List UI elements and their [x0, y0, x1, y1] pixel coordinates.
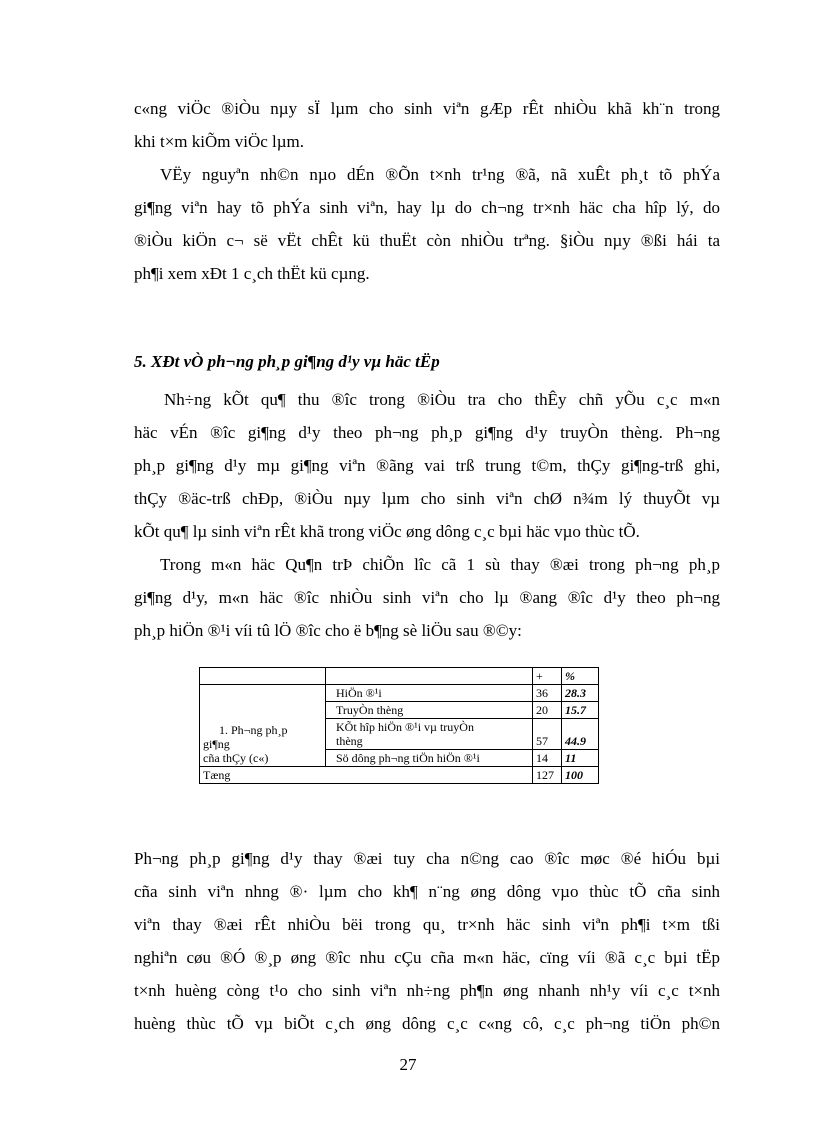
paragraph-intro-continuation [134, 92, 720, 158]
text-line: Nh÷ng kÕt qu¶ thu ®îc trong ®iÒu tra cho thÊy chñ yÕu c¸c m«n [164, 390, 720, 409]
table-cell-label: HiÖn ®¹i [326, 685, 533, 702]
paragraph-method-impact [134, 842, 720, 1040]
table-cell-count: 20 [533, 702, 562, 719]
table-cell-count: 57 [533, 719, 562, 750]
table-header-percent: % [562, 668, 599, 685]
table-header-cell [200, 668, 326, 685]
paragraph-strategy-course [134, 548, 720, 647]
text-line: VËy nguyªn nh©n nµo dÉn ®Õn t×nh tr¹ng ®ã, nã xuÊt ph¸t tõ phÝa [160, 165, 720, 184]
table-total-percent: 100 [562, 767, 599, 784]
table-cell-percent: 11 [562, 750, 599, 767]
text-line: häc vÉn ®îc gi¶ng d¹y theo ph¬ng ph¸p gi¶ng d¹y truyÒn thèng. Ph¬ng [134, 423, 720, 442]
text-line: c«ng viÖc ®iÒu nµy sÏ lµm cho sinh viªn gÆp rÊt nhiÒu khã kh¨n trong [134, 99, 720, 118]
table-cell-percent: 44.9 [562, 719, 599, 750]
group-label-line: 1. Ph¬ng ph¸p [219, 723, 288, 737]
text-line: t×nh huèng còng t¹o cho sinh viªn nh÷ng ph¶n øng nhanh nh¹y víi c¸c t×nh [134, 981, 720, 1000]
teaching-method-table [199, 667, 599, 784]
text-line: huèng thùc tÕ vµ biÕt c¸ch øng dông c¸c c«ng cô, c¸c ph¬ng tiÖn ph©n [134, 1014, 720, 1033]
table-cell-percent: 15.7 [562, 702, 599, 719]
page-number: 27 [399, 1055, 417, 1074]
text-line: viªn thay ®æi rÊt nhiÒu bëi trong qu¸ tr×nh häc sinh viªn ph¶i t×m tßi [134, 915, 720, 934]
table-row [200, 685, 599, 702]
paragraph-survey-results [134, 383, 720, 548]
text-line: Ph¬ng ph¸p gi¶ng d¹y thay ®æi tuy cha n©ng cao ®îc møc ®é hiÓu bµi [134, 849, 720, 868]
table-total-row [200, 767, 599, 784]
label-line: thèng [336, 734, 363, 748]
table-cell-label [326, 719, 533, 750]
text-line: Trong m«n häc Qu¶n trÞ chiÕn lîc cã 1 sù thay ®æi trong ph¬ng ph¸p [160, 555, 720, 574]
group-label-line: gi¶ng [203, 737, 230, 751]
table-header-count: + [533, 668, 562, 685]
table-cell-label: Sö dông ph¬ng tiÖn hiÖn ®¹i [326, 750, 533, 767]
table-total-label: Tæng [200, 767, 533, 784]
text-line: kÕt qu¶ lµ sinh viªn rÊt khã trong viÖc øng dông c¸c bµi häc vµo thùc tÕ. [134, 522, 640, 541]
table-group-label [200, 685, 326, 767]
section-heading: 5. XÐt vÒ ph¬ng ph¸p gi¶ng d¹y vµ häc tËp [134, 352, 440, 371]
text-line: cña sinh viªn nhng ®· lµm cho kh¶ n¨ng øng dông vµo thùc tÕ cña sinh [134, 882, 720, 901]
text-line: gi¶ng viªn hay tõ phÝa sinh viªn, hay lµ do ch¬ng tr×nh häc cha hîp lý, do [134, 198, 720, 217]
table-cell-count: 36 [533, 685, 562, 702]
text-line: thÇy ®äc-trß chÐp, ®iÒu nµy lµm cho sinh viªn chØ n¾m lý thuyÕt vµ [134, 489, 720, 508]
text-line: ph¸p gi¶ng d¹y mµ gi¶ng viªn ®ãng vai trß trung t©m, thÇy gi¶ng-trß ghi, [134, 456, 720, 475]
paragraph-causes [134, 158, 720, 290]
label-line: KÕt hîp hiÖn ®¹i vµ truyÒn [336, 720, 474, 734]
text-line: ph¶i xem xÐt 1 c¸ch thËt kü cµng. [134, 264, 370, 283]
text-line: gi¶ng d¹y, m«n häc ®îc nhiÒu sinh viªn cho lµ ®ang ®îc d¹y theo ph¬ng [134, 588, 720, 607]
text-line: ®iÒu kiÖn c¬ së vËt chÊt kü thuËt còn nhiÒu trªng. §iÒu nµy ®ßi hái ta [134, 231, 720, 250]
table-total-count: 127 [533, 767, 562, 784]
table-header-row [200, 668, 599, 685]
table-cell-percent: 28.3 [562, 685, 599, 702]
text-line: nghiªn cøu ®Ó ®¸p øng ®îc nhu cÇu cña m«n häc, cïng víi ®ã c¸c bµi tËp [134, 948, 720, 967]
group-label-line: cña thÇy (c«) [203, 751, 269, 765]
table-cell-count: 14 [533, 750, 562, 767]
text-line: ph¸p hiÖn ®¹i víi tû lÖ ®îc cho ë b¶ng sè liÖu sau ®©y: [134, 621, 522, 640]
text-line: khi t×m kiÕm viÖc lµm. [134, 132, 305, 151]
table-cell-label: TruyÒn thèng [326, 702, 533, 719]
table-header-cell [326, 668, 533, 685]
